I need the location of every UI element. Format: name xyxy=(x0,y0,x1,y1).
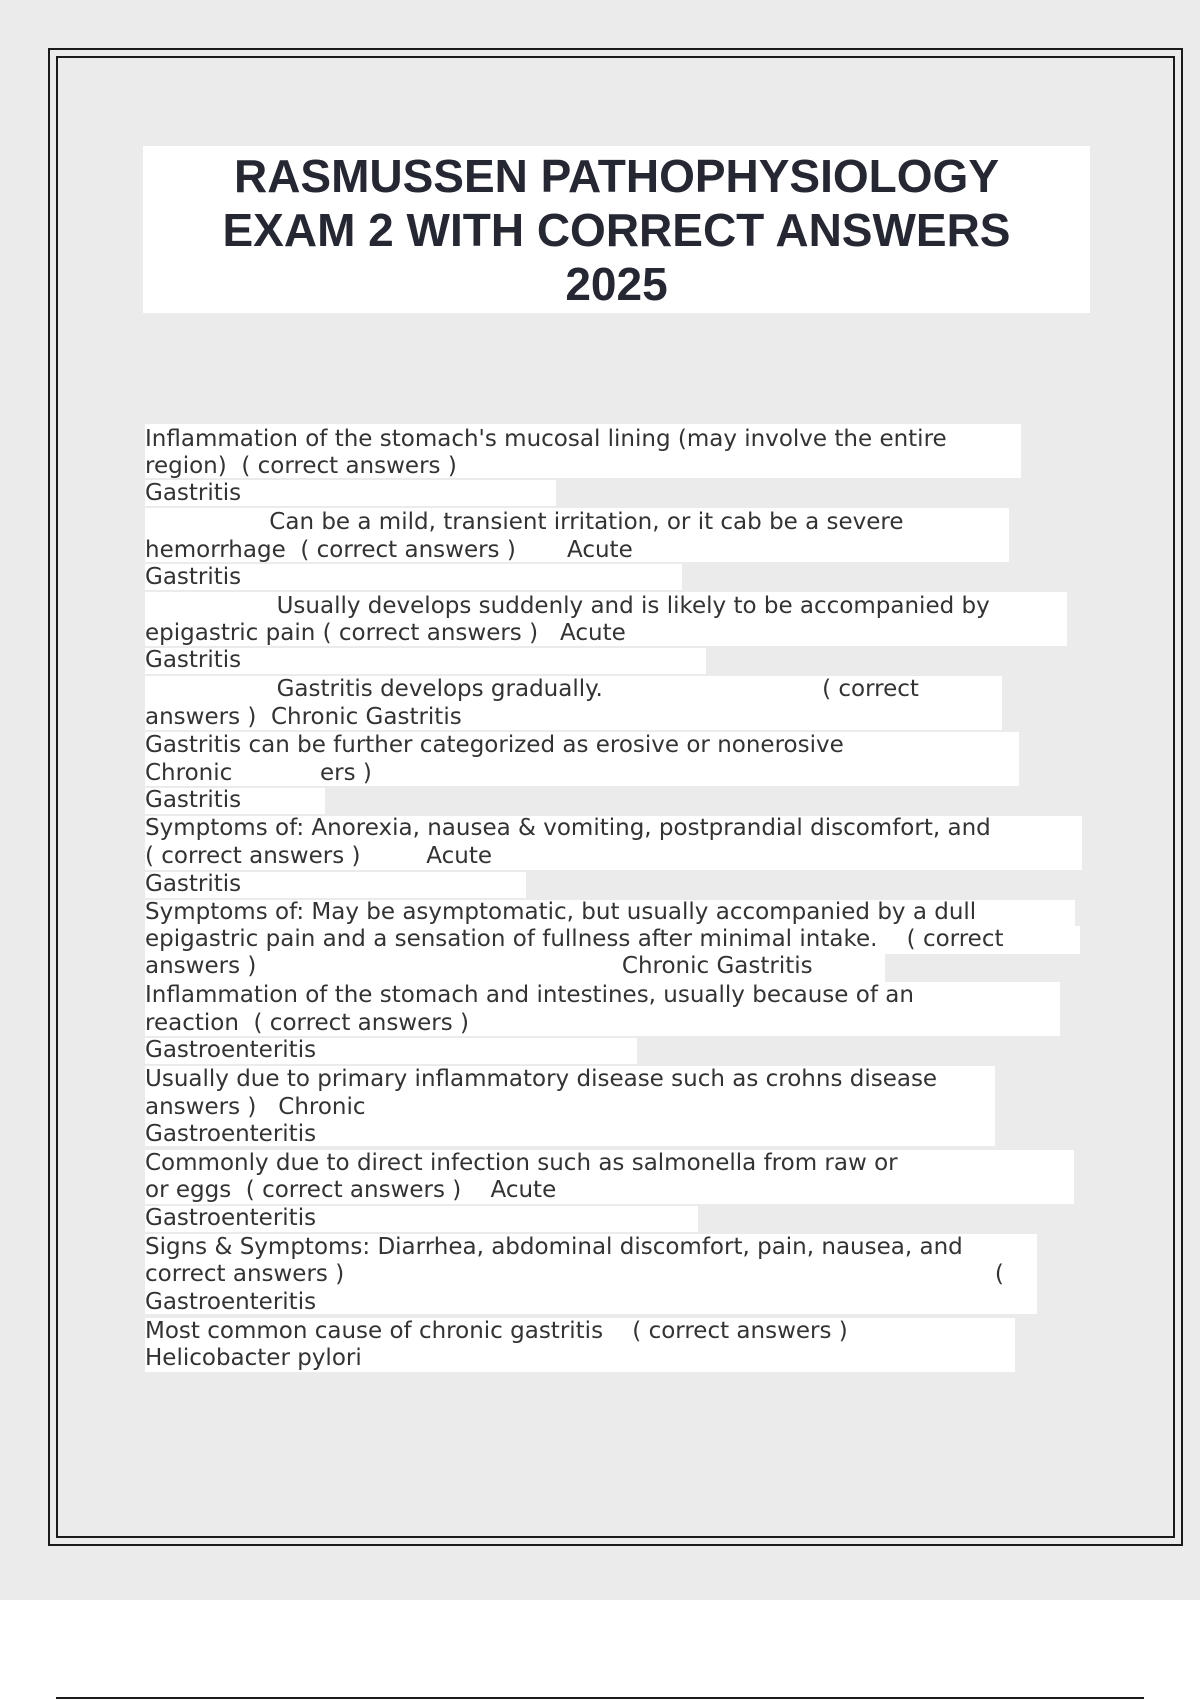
text-line: answers ) Chronic Gastritis xyxy=(145,704,462,730)
text-line: or eggs ( correct answers ) Acute xyxy=(145,1177,557,1203)
text-line: Symptoms of: Anorexia, nausea & vomiting, postprandial discomfort, and xyxy=(145,815,991,841)
text-line: answers ) Chronic xyxy=(145,1094,366,1120)
text-line: hemorrhage ( correct answers ) Acute xyxy=(145,537,633,563)
text-line: correct answers ) ( xyxy=(145,1261,1004,1287)
text-line: Gastritis xyxy=(145,564,242,590)
text-line: Usually due to primary inflammatory disease such as crohns disease xyxy=(145,1066,938,1092)
text-line: Inflammation of the stomach and intestines, usually because of an xyxy=(145,982,914,1008)
text-line: Commonly due to direct infection such as salmonella from raw or xyxy=(145,1150,898,1176)
text-line: Usually develops suddenly and is likely to be accompanied by xyxy=(145,593,990,619)
text-line: answers ) Chronic Gastritis xyxy=(145,953,813,979)
text-line: Gastritis xyxy=(145,480,242,506)
text-line: Gastroenteritis xyxy=(145,1205,317,1231)
text-line: Inflammation of the stomach's mucosal lining (may involve the entire xyxy=(145,426,947,452)
text-line: Signs & Symptoms: Diarrhea, abdominal discomfort, pain, nausea, and xyxy=(145,1234,963,1260)
text-line: Gastritis develops gradually. ( correct xyxy=(145,676,919,702)
document-title xyxy=(167,149,1067,311)
title-line: RASMUSSEN PATHOPHYSIOLOGY xyxy=(233,149,1000,202)
text-line: Gastroenteritis xyxy=(145,1121,317,1147)
title-line: EXAM 2 WITH CORRECT ANSWERS xyxy=(222,203,1011,256)
text-line: ( correct answers ) Acute xyxy=(145,843,492,869)
text-line: Gastritis xyxy=(145,787,242,813)
text-line: epigastric pain and a sensation of fullness after minimal intake. ( correct xyxy=(145,926,1004,952)
title-box xyxy=(143,146,1090,313)
title-line: 2025 xyxy=(565,257,668,310)
text-line: reaction ( correct answers ) xyxy=(145,1010,469,1036)
text-line: Gastritis xyxy=(145,647,242,673)
text-line: Gastritis can be further categorized as erosive or nonerosive xyxy=(145,732,844,758)
text-line: Chronic ers ) xyxy=(145,760,372,786)
text-line: Gastroenteritis xyxy=(145,1037,317,1063)
text-line: Most common cause of chronic gastritis ( correct answers ) xyxy=(145,1318,848,1344)
text-line: epigastric pain ( correct answers ) Acute xyxy=(145,620,626,646)
text-line: Symptoms of: May be asymptomatic, but usually accompanied by a dull xyxy=(145,899,977,925)
text-line: Helicobacter pylori xyxy=(145,1345,362,1371)
text-line: Gastroenteritis xyxy=(145,1289,317,1315)
text-line: Gastritis xyxy=(145,871,242,897)
text-line: region) ( correct answers ) xyxy=(145,453,457,479)
text-line: Can be a mild, transient irritation, or it cab be a severe xyxy=(145,509,904,535)
footer-divider xyxy=(56,1697,1144,1699)
